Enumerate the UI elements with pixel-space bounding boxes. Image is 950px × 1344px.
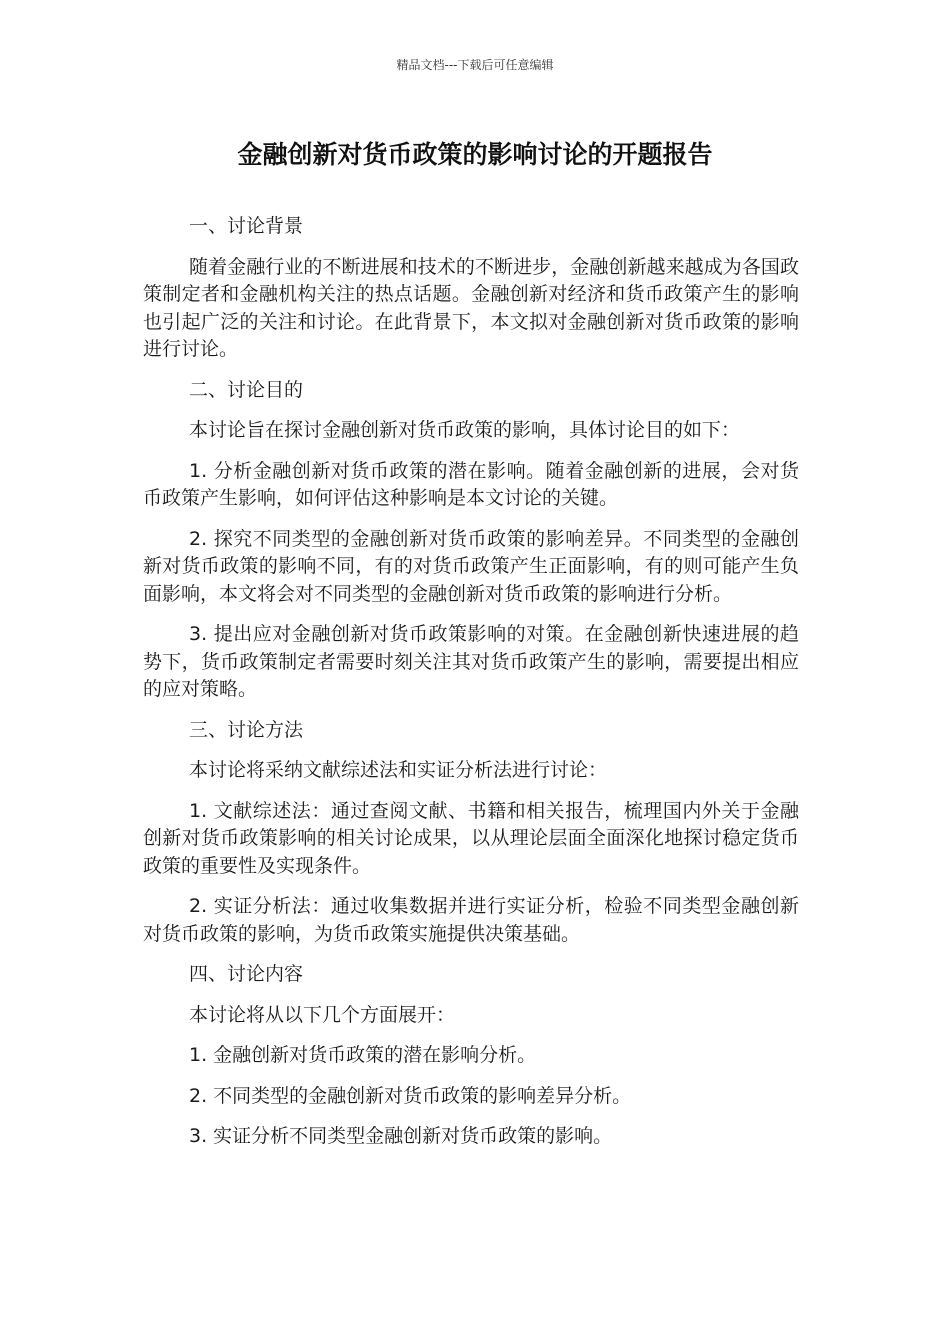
header-note: 精品文档---下载后可任意编辑 [396, 58, 554, 72]
background-paragraph: 随着金融行业的不断进展和技术的不断进步，金融创新越来越成为各国政策制定者和金融机构关注的热点话题。金融创新对经济和货币政策产生的影响也引起广泛的关注和讨论。在此背景下，本文拟对金融创新对货币政策的影响进行讨论。 [143, 255, 799, 360]
section-heading-content: 四、讨论内容 [189, 963, 304, 985]
purpose-item-2: 2. 探究不同类型的金融创新对货币政策的影响差异。不同类型的金融创新对货币政策的影响不同，有的对货币政策产生正面影响，有的则可能产生负面影响，本文将会对不同类型的金融创新对货币政策的影响进行分析。 [143, 527, 799, 605]
section-heading-method: 三、讨论方法 [189, 718, 304, 741]
purpose-intro: 本讨论旨在探讨金融创新对货币政策的影响，具体讨论目的如下： [189, 419, 741, 441]
purpose-item-1: 1. 分析金融创新对货币政策的潜在影响。随着金融创新的进展，会对货币政策产生影响，如何评估这种影响是本文讨论的关键。 [143, 459, 799, 509]
content-item-2: 2. 不同类型的金融创新对货币政策的影响差异分析。 [189, 1084, 632, 1107]
document-title: 金融创新对货币政策的影响讨论的开题报告 [237, 140, 713, 169]
document-body [143, 213, 799, 1164]
method-item-2: 2. 实证分析法：通过收集数据并进行实证分析，检验不同类型金融创新对货币政策的影响，为货币政策实施提供决策基础。 [143, 895, 799, 945]
section-heading-purpose: 二、讨论目的 [189, 378, 304, 401]
section-heading-background: 一、讨论背景 [189, 215, 304, 237]
purpose-item-3: 3. 提出应对金融创新对货币政策影响的对策。在金融创新快速进展的趋势下，货币政策制定者需要时刻关注其对货币政策产生的影响，需要提出相应的应对策略。 [143, 623, 799, 700]
method-item-1: 1. 文献综述法：通过查阅文献、书籍和相关报告，梳理国内外关于金融创新对货币政策影响的相关讨论成果，以从理论层面全面深化地探讨稳定货币政策的重要性及实现条件。 [143, 799, 799, 877]
content-item-3: 3. 实证分析不同类型金融创新对货币政策的影响。 [189, 1125, 613, 1147]
content-intro: 本讨论将从以下几个方面展开： [189, 1003, 456, 1026]
method-intro: 本讨论将采纳文献综述法和实证分析法进行讨论： [189, 759, 608, 781]
content-item-1: 1. 金融创新对货币政策的潜在影响分析。 [189, 1044, 537, 1066]
